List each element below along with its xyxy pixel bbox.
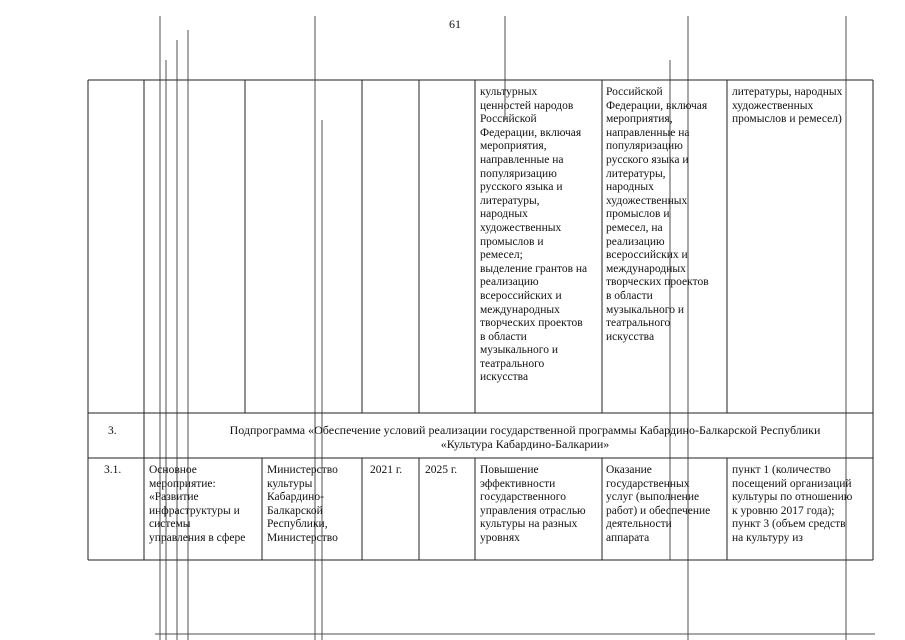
cell-executor: Министерство культуры Кабардино- Балкарской Республики, Министерство: [267, 464, 338, 544]
cell-start: 2021 г.: [370, 464, 403, 476]
subprogram-title: Подпрограмма «Обеспечение условий реализации государственной программы Кабардино-Балкарской Республики «Культура Кабардино-Балкарии»: [229, 423, 821, 451]
cell-events: культурных ценностей народов Российской Федерации, включая мероприятия, направленные на популяризацию русского языка и литературы, народных художественных промыслов и ремесел; выделение грантов на реализацию всероссийских и международных творческих проектов в области музыкального и театрального искусства: [480, 86, 588, 384]
row-number: 3.1.: [104, 464, 122, 476]
cell-content: Оказание государственных услуг (выполнение работ) и обеспечение деятельности аппарата: [606, 464, 711, 544]
cell-indicators-3-1: пункт 1 (количество посещений организаций культуры по отношению к уровню 2017 года); пункт 3 (объем средств на культуру из: [732, 464, 853, 544]
cell-indicators: литературы, народных художественных промыслов и ремесел): [732, 86, 843, 126]
cell-end: 2025 г.: [425, 464, 458, 476]
page-number: 61: [449, 17, 461, 31]
cell-result: Повышение эффективности государственного управления отраслью культуры на разных уровнях: [480, 464, 586, 544]
subprogram-number: 3.: [108, 425, 117, 437]
cell-name: Основное мероприятие: «Развитие инфраструктуры и системы управления в сфере: [149, 464, 246, 544]
cell-results: Российской Федерации, включая мероприятия, направленные на популяризацию русского языка и литературы, народных художественных промыслов и ремесел, на реализацию всероссийских и международных творческих проектов в области музыкального и театрального искусства: [606, 86, 709, 343]
